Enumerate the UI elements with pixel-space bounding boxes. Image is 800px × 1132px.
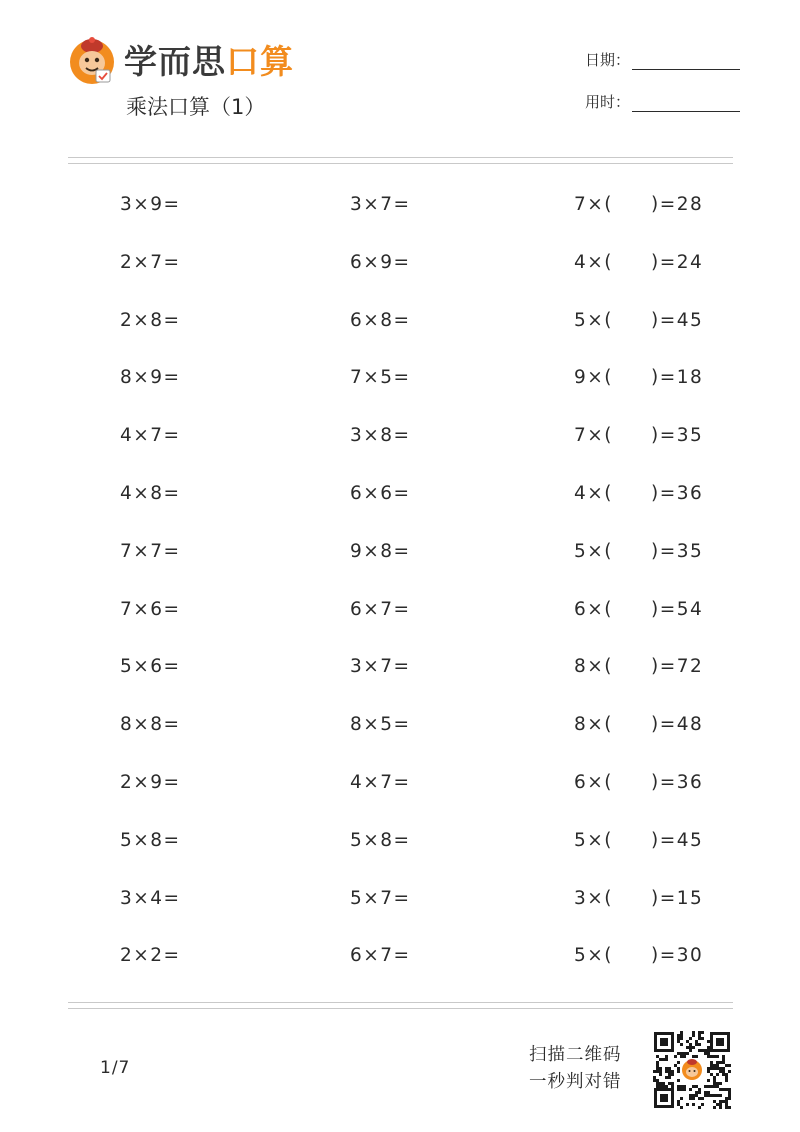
brand-accent: 口算	[226, 42, 294, 81]
problem-col2: 6×6=	[350, 482, 411, 504]
qr-code-icon	[652, 1030, 732, 1110]
problem-col3-left: 5×(	[574, 829, 613, 851]
date-label: 日期：	[585, 51, 631, 69]
problem-col2: 6×7=	[350, 598, 411, 620]
problem-col3-right: )=15	[651, 887, 704, 909]
problem-col3-left: 9×(	[574, 367, 613, 389]
problem-row	[0, 640, 800, 698]
problem-col3-right: )=54	[651, 598, 704, 620]
problem-row	[0, 294, 800, 352]
problem-col3-right: )=30	[651, 945, 704, 967]
problem-col3-right: )=48	[651, 714, 704, 736]
problem-col1: 5×8=	[120, 829, 181, 851]
problem-col1: 3×4=	[120, 887, 181, 909]
problem-col3-left: 5×(	[574, 945, 613, 967]
page-number: 1/7	[100, 1058, 131, 1078]
problem-col1: 2×8=	[120, 309, 181, 331]
problem-col2: 4×7=	[350, 771, 411, 793]
brand-title	[124, 40, 294, 84]
problem-col1: 2×7=	[120, 251, 181, 273]
problem-col3-left: 4×(	[574, 482, 613, 504]
time-field	[585, 92, 740, 112]
problem-col3-right: )=35	[651, 540, 704, 562]
problem-row	[0, 236, 800, 294]
problem-row	[0, 178, 800, 236]
problem-col3-right: )=45	[651, 829, 704, 851]
problem-col3-left: 4×(	[574, 251, 613, 273]
scan-hint-line2: 一秒判对错	[529, 1072, 622, 1092]
problem-col3-right: )=28	[651, 194, 704, 215]
date-blank	[632, 55, 740, 70]
problem-row	[0, 409, 800, 467]
problem-row	[0, 929, 800, 987]
problem-col1: 7×7=	[120, 540, 181, 562]
worksheet-title: 乘法口算（1）	[126, 95, 266, 119]
problem-row	[0, 467, 800, 525]
problem-col1: 8×8=	[120, 714, 181, 736]
problem-col2: 6×7=	[350, 945, 411, 967]
date-field	[585, 50, 740, 70]
problem-row	[0, 756, 800, 814]
problem-row	[0, 525, 800, 583]
problem-col3-left: 8×(	[574, 656, 613, 678]
problem-col3-left: 6×(	[574, 598, 613, 620]
problem-col3-left: 7×(	[574, 425, 613, 447]
problem-col3-right: )=24	[651, 251, 704, 273]
problem-col2: 8×5=	[350, 714, 411, 736]
problem-col1: 7×6=	[120, 598, 181, 620]
problem-col2: 5×8=	[350, 829, 411, 851]
scan-hint	[529, 1042, 622, 1096]
time-label: 用时：	[585, 93, 631, 111]
problem-col1: 3×9=	[120, 194, 181, 215]
problem-col2: 7×5=	[350, 367, 411, 389]
problem-row	[0, 583, 800, 641]
problem-col1: 4×7=	[120, 425, 181, 447]
problem-col3-left: 5×(	[574, 540, 613, 562]
problem-col2: 3×7=	[350, 194, 411, 215]
problem-col1: 2×2=	[120, 945, 181, 967]
problem-row	[0, 872, 800, 930]
problem-row	[0, 814, 800, 872]
problem-col3-right: )=18	[651, 367, 704, 389]
problem-col3-left: 8×(	[574, 714, 613, 736]
problem-col3-right: )=36	[651, 771, 704, 793]
monkey-logo-icon	[66, 34, 118, 86]
problem-col3-right: )=45	[651, 309, 704, 331]
problem-col2: 3×7=	[350, 656, 411, 678]
problem-col3-right: )=35	[651, 425, 704, 447]
problem-col3-left: 5×(	[574, 309, 613, 331]
problem-col3-right: )=72	[651, 656, 704, 678]
problem-col2: 9×8=	[350, 540, 411, 562]
problem-col1: 8×9=	[120, 367, 181, 389]
problem-col1: 2×9=	[120, 771, 181, 793]
problem-col2: 5×7=	[350, 887, 411, 909]
problem-col3-left: 6×(	[574, 771, 613, 793]
problem-col1: 5×6=	[120, 656, 181, 678]
problem-col1: 4×8=	[120, 482, 181, 504]
problem-col2: 3×8=	[350, 425, 411, 447]
problem-col2: 6×9=	[350, 251, 411, 273]
problem-row	[0, 698, 800, 756]
problem-col3-left: 3×(	[574, 887, 613, 909]
bottom-divider	[68, 1002, 733, 1009]
time-blank	[632, 97, 740, 112]
problem-col3-right: )=36	[651, 482, 704, 504]
problem-col2: 6×8=	[350, 309, 411, 331]
problem-col3-left: 7×(	[574, 194, 613, 215]
brand-name: 学而思	[124, 42, 226, 81]
problem-row	[0, 351, 800, 409]
top-divider	[68, 157, 733, 164]
problem-grid	[0, 178, 800, 987]
scan-hint-line1: 扫描二维码	[529, 1045, 622, 1065]
